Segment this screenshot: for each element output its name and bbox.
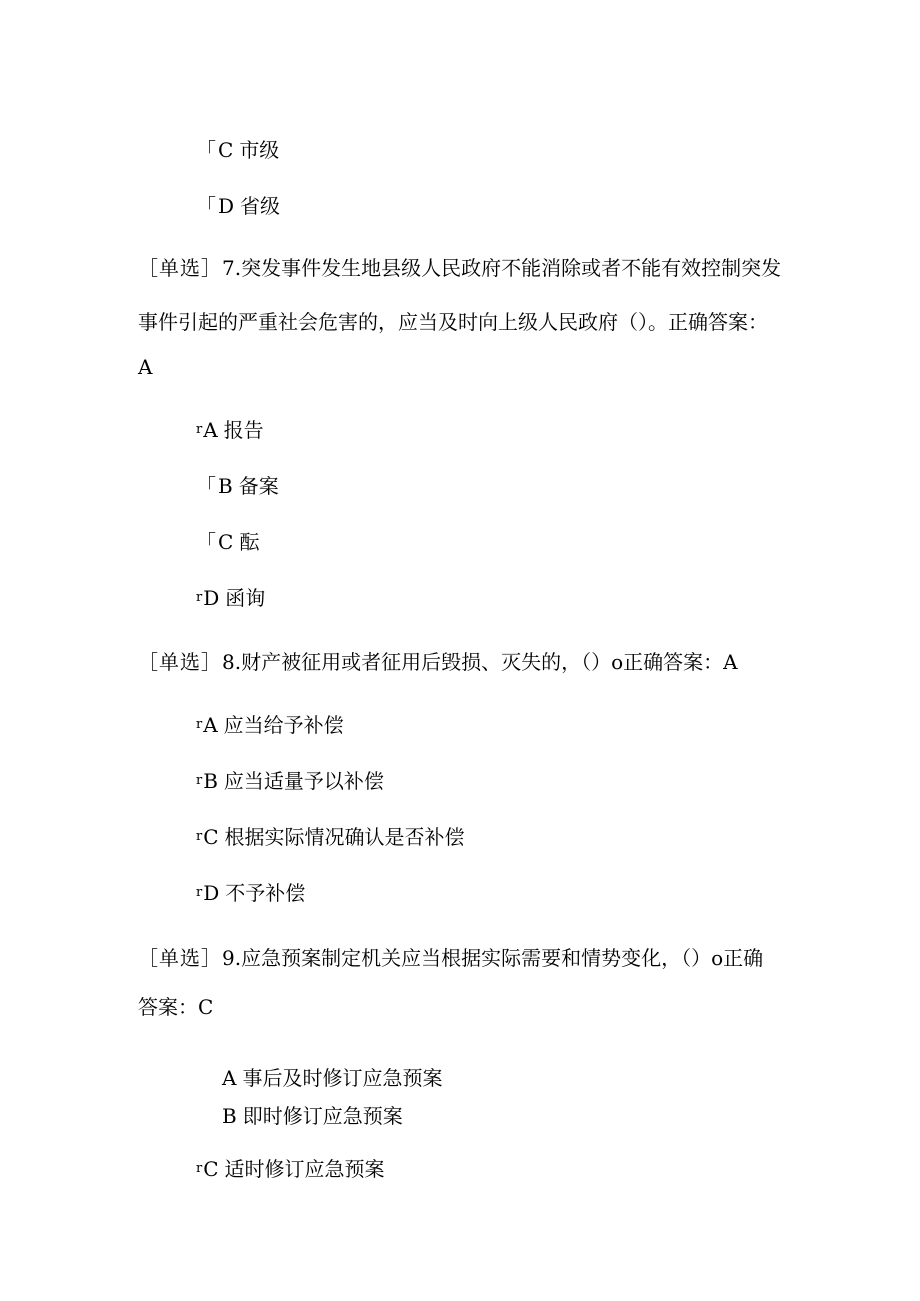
option-letter: B [203,769,218,793]
option-text: 市级 [239,138,280,162]
option-letter: C [218,138,234,162]
correct-answer: A [138,355,153,379]
question-text: 答案：C [138,995,214,1019]
question-7-line-3 [138,355,152,379]
option-marker: 「 [196,474,216,498]
q8-option-d [196,881,305,905]
option-letter: B [222,1104,237,1128]
q8-option-c [196,825,465,849]
option-letter: D [203,881,220,905]
option-text: 省级 [240,194,281,218]
option-marker: r [196,422,203,437]
q8-option-b [196,769,384,793]
option-text: 应当给予补偿 [223,713,344,737]
option-marker: r [196,885,203,900]
option-text: 适时修订应急预案 [224,1157,385,1181]
option-letter: B [218,474,233,498]
question-8-line-1 [138,650,738,674]
option-text: 根据实际情况确认是否补偿 [224,825,465,849]
question-type-tag: ［单选］ [138,650,222,674]
option-letter: C [203,1157,219,1181]
question-text: 7.突发事件发生地县级人民政府不能消除或者不能有效控制突发 [222,256,782,280]
option-text: 函询 [225,586,266,610]
question-text: 8.财产被征用或者征用后毁损、灭失的，（）o正确答案：A [222,650,738,674]
question-7-line-1 [138,256,781,280]
option-letter: D [203,586,220,610]
question-9-line-2 [138,995,213,1019]
option-marker: r [196,590,203,605]
question-7-line-2 [138,310,768,334]
q7-option-d [196,586,265,610]
question-text: 事件引起的严重社会危害的，应当及时向上级人民政府（）。正确答案： [138,310,768,334]
option-marker: r [196,717,203,732]
q9-option-b [222,1104,403,1128]
option-letter: C [203,825,219,849]
option-text: 备案 [238,474,279,498]
q9-option-c [196,1157,385,1181]
question-type-tag: ［单选］ [138,946,222,970]
option-marker: r [196,773,203,788]
option-d [196,194,280,218]
q7-option-a [196,418,264,442]
question-9-line-1 [138,946,763,970]
option-text: 应当适量予以补偿 [223,769,384,793]
option-marker: r [196,1161,203,1176]
question-type-tag: ［单选］ [138,256,222,280]
q7-option-b [196,474,279,498]
option-text: 报告 [223,418,264,442]
option-marker: 「 [196,194,216,218]
option-letter: A [222,1066,237,1090]
q8-option-a [196,713,344,737]
option-marker: 「 [196,530,216,554]
option-letter: A [203,418,218,442]
option-letter: A [203,713,218,737]
option-letter: C [218,530,234,554]
option-text: 即时修订应急预案 [242,1104,403,1128]
q9-option-a [222,1066,442,1090]
option-marker: 「 [196,138,216,162]
question-text: 9.应急预案制定机关应当根据实际需要和情势变化，（）o正确 [222,946,764,970]
option-letter: D [218,194,235,218]
option-text: 不予补偿 [225,881,306,905]
q7-option-c [196,530,259,554]
option-text: 酝 [239,530,260,554]
option-c [196,138,279,162]
option-marker: r [196,829,203,844]
option-text: 事后及时修订应急预案 [242,1066,443,1090]
